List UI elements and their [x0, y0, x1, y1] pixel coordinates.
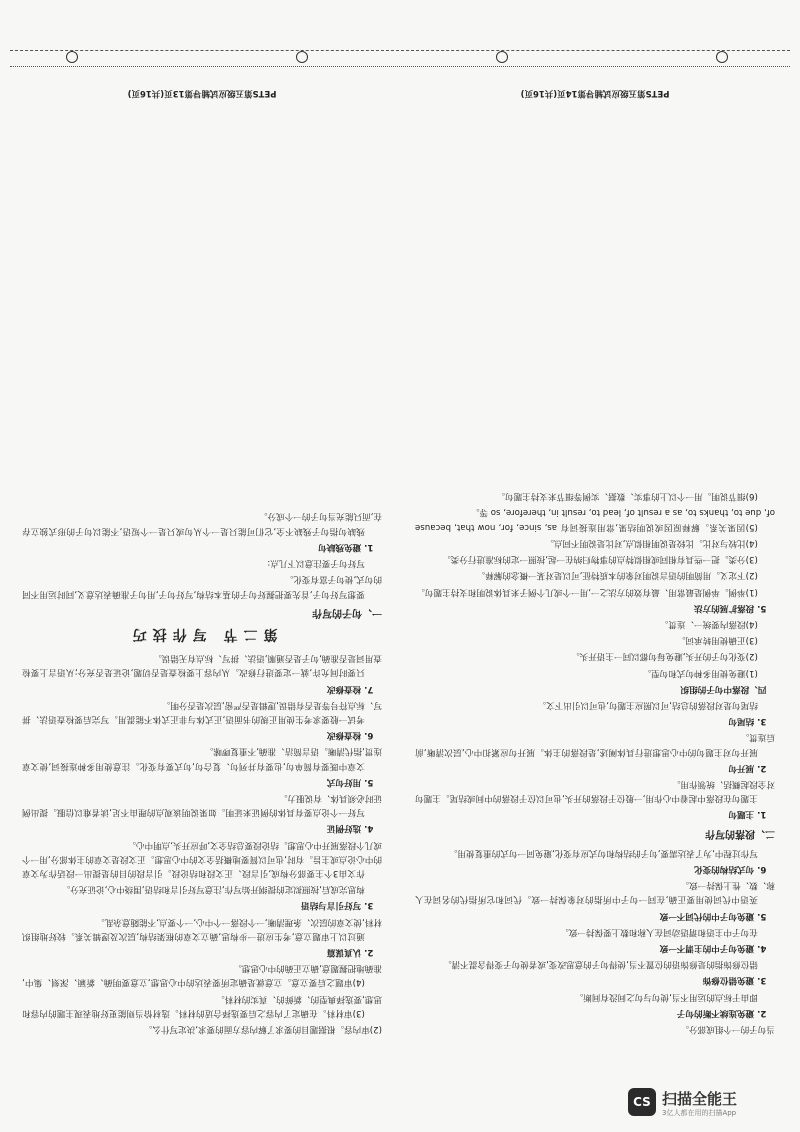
paragraph: 展开句对主题句的中心思想进行具体阐述,是段落的主体。展开句应紧扣中心,层次清晰,前后连贯。	[415, 732, 775, 757]
paragraph: 残缺句指句子残缺不全,它们可能只是一个从句或只是一个短语,不能以句子的形式独立存在,而只能充当句子的一个成分。	[22, 511, 382, 536]
watermark-name: 扫描全能王	[662, 1090, 738, 1108]
paragraph: (4)审题之后要立意。立意就是确定所要表达的中心思想,立意要明确、新颖、深刻、集中,准确地把握题意,确立正确的中心思想。	[22, 963, 382, 988]
paragraph: (1)避免使用多种句式和句型。	[642, 667, 758, 678]
camscanner-logo-icon: CS	[628, 1088, 656, 1116]
page-14	[415, 86, 775, 1036]
subheading: 3. 结尾句	[728, 716, 767, 727]
subheading: 5. 段落扩展的方法	[694, 602, 767, 613]
paragraph: 文章中既要有简单句,也要有并列句、复合句,句式要有变化。注意使用多种连接词,使文章连贯,指代清晰。语言简洁、准确,不重复啰嗦。	[22, 746, 382, 771]
paragraph: 即由于标点的运用不当,使句与句之间没有间断。	[574, 991, 758, 1002]
page-footer: PETS第五级应试辅导第13页(共16页)	[127, 88, 277, 99]
subheading: 四、段落中句子的组织	[680, 683, 767, 694]
subheading: 5. 用好句式	[326, 776, 374, 787]
paragraph: 当句子的一个组成部分。	[680, 1024, 775, 1034]
binding-hole-icon	[496, 51, 508, 63]
paragraph: 写好句子要注意以下几点:	[267, 558, 365, 569]
paragraph: 写作过程中,为了表达需要,句子的结构和句式应有变化,避免同一句式的重复使用。	[448, 847, 758, 858]
subheading: 2. 避免连续不断的句子	[676, 1007, 767, 1018]
subheading: 1. 主题句	[728, 809, 767, 820]
paragraph: 作文由3个主要部分构成,引言段、正文段和结论段。引言段的目的是提出一段话作为文章的中心论点或主旨。有时,也可以简要地概括全文的中心思想。正文段是文章的主体部分,用一个或几个段落展开中心思想。结论段要总结全文,呼应开头,点明中心。	[22, 839, 382, 878]
paragraph: (6)细节说明。用一个以上的事实、数据、实例等细节来支持主题句。	[496, 491, 758, 502]
subheading: 6. 句式结构的变化	[694, 863, 767, 874]
subheading: 2. 展开句	[728, 762, 767, 773]
subheading: 6. 检查修改	[326, 730, 374, 741]
paragraph: (4)段落内要统一、连贯。	[659, 618, 758, 629]
paragraph: (5)因果关系。解释原因或说明结果,常用连接词有 as, since, for, now that, because of, due to, thanks to, as a result of, lead to, result in, therefore, so 等。	[415, 507, 775, 532]
paragraph: (2)审内容。根据题目的要求了解内容方面的要求,决定写什么。	[143, 1024, 382, 1034]
paragraph: (4)比较与对比。比较是说明相似点,对比是说明不同点。	[545, 537, 758, 548]
paragraph: (2)变化句子的开头,避免每句都以同一主语开头。	[571, 651, 758, 662]
paragraph: 考试一般要求考生使用正规的书面语,正式体与非正式体不能混用。写完后要检查语法、拼写、标点符号等是否有错误,逻辑是否严密,层次是否分明。	[22, 699, 382, 724]
subheading: 7. 检查修改	[326, 683, 374, 694]
paragraph: 结尾句是对段落的总结,可以照应主题句,也可以引出下文。	[537, 699, 758, 710]
binding-dotted-line	[10, 66, 790, 67]
paragraph: 英语中代词使用要正确,在同一句子中所指的对象保持一致。代词和它所指代的名词在人称、数、性上保持一致。	[415, 880, 775, 905]
subheading: 5. 避免句子中的代词不一致	[659, 910, 767, 921]
binding-hole-icon	[296, 51, 308, 63]
paragraph: 通过以上审题立意,考生应进一步构思,确立文章的框架结构,层次及逻辑关系。较好地组织材料,使文章的层次、条理清晰,一个段落一个中心,一个要点,不能随意杂乱。	[22, 916, 382, 941]
paragraph: 错位修饰指的是修饰语的位置不当,使得句子的意思改变,或者使句子变得含混不清。	[442, 959, 758, 970]
paragraph: (1)举例。举例是最常用、最有效的方法之一,用一个或几个例子来具体说明和支持主题句。	[416, 586, 758, 597]
page-13	[22, 86, 382, 1036]
subheading: 3. 避免错位修饰	[702, 975, 767, 986]
paragraph: (3)正确使用转承词。	[676, 635, 758, 646]
paragraph: (3)分类。把一些具有相同或相似特点的事物归纳在一起,按照一定的标准进行分类。	[442, 554, 758, 565]
paragraph: (2)下定义。用简明的语言说明对象的本质特征,可以是对某一概念的解释。	[476, 570, 758, 581]
paragraph: 在句子中主语和谓语动词在人称和数上要保持一致。	[560, 926, 758, 937]
binding-dashed-line	[10, 50, 790, 51]
watermark-subtitle: 3亿人都在用的扫描App	[662, 1109, 737, 1117]
section-title: 第二节 写作技巧	[126, 625, 278, 642]
heading: 二、段落的写作	[705, 827, 775, 839]
subheading: 3. 写好引言与结语	[301, 900, 374, 911]
subheading: 2. 认真谋篇	[326, 946, 374, 957]
scanner-watermark	[628, 1086, 778, 1120]
heading: 一、句子的写作	[312, 606, 382, 618]
paragraph: 主题句在段落中起着中心作用,一般位于段落的开头,也可以位于段落的中间或结尾。主题句对全段起概括、统领作用。	[415, 778, 775, 804]
paragraph: (3)审材料。在确定了内容之后要选择合适的材料。选材恰当则能更好地表现主题的内容和思想,要选择典型的、新鲜的、真实的材料。	[22, 993, 382, 1018]
paragraph: 构思完成后,按照拟定的提纲开始写作,注意写好引言和结语,围绕中心,论证充分。	[61, 884, 365, 895]
paragraph: 只要时间允许,就一定要进行修改。从内容上要检查是否切题,论证是否充分;从语言上要检查用词是否准确,句子是否通顺,语法、拼写、标点有无错误。	[22, 653, 382, 678]
binding-hole-icon	[66, 51, 78, 63]
paragraph: 写好一个论点要有具体的例证来证明。如果说明该观点的理由不足,读者难以信服。提出例证时必须具体、有说服力。	[22, 792, 382, 818]
page-footer: PETS第五级应试辅导第14页(共16页)	[520, 88, 670, 99]
binding-hole-icon	[716, 51, 728, 63]
subheading: 4. 避免句子中的主谓不一致	[659, 942, 767, 953]
subheading: 1. 避免残缺句	[318, 541, 374, 552]
paragraph: 要想写好句子,首先要把握好句子的基本结构,写好句子,用句子准确表达意义,同时运用不同的句式,使句子富有变化。	[22, 574, 382, 599]
subheading: 4. 选好例证	[326, 823, 374, 834]
